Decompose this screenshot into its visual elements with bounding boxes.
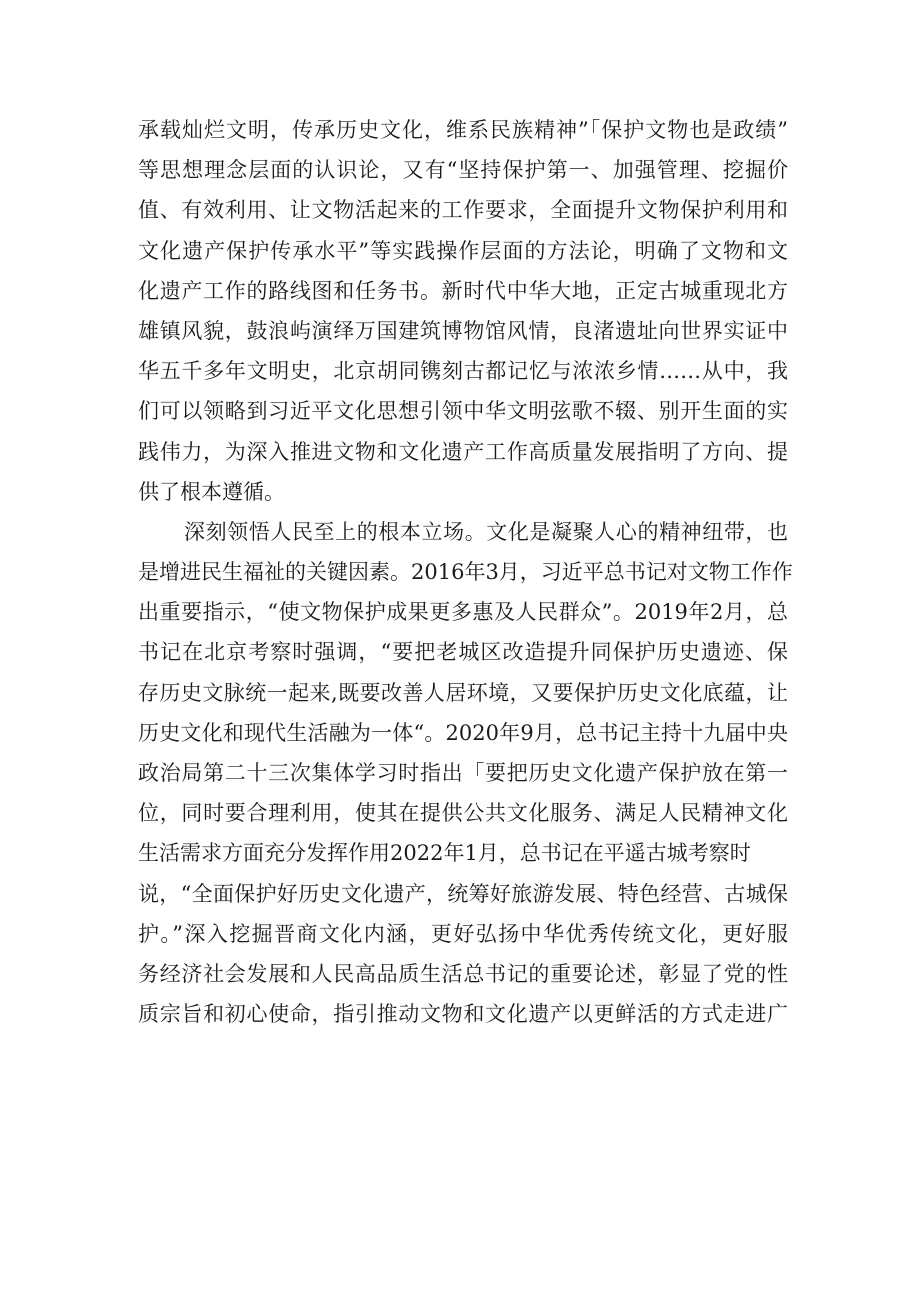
body-text [138, 110, 793, 1034]
text-line: 生活需求方面充分发挥作用2022年1月，总书记在平遥古城考察时 [138, 841, 751, 866]
text-line: 政治局第二十三次集体学习时指出「要把历史文化遗产保护放在第一 [138, 761, 788, 785]
text-line: 存历史文脉统一起来,既要改善人居环境，又要保护历史文化底蕴，让 [138, 680, 788, 705]
text-line: 务经济社会发展和人民高品质生活总书记的重要论述，彰显了党的性 [138, 961, 788, 986]
text-line: 华五千多年文明史，北京胡同镌刻古都记忆与浓浓乡情……从中，我 [138, 359, 788, 384]
text-line: 历史文化和现代生活融为一体“。2020年9月，总书记主持十九届中央 [138, 720, 788, 745]
text-line: 出重要指示，“使文物保护成果更多惠及人民群众”。2019年2月，总 [138, 600, 788, 625]
text-line: 践伟力，为深入推进文物和文化遗产工作高质量发展指明了方向、提 [138, 439, 788, 464]
text-line: 雄镇风貌，鼓浪屿演绎万国建筑博物馆风情，良渚遗址向世界实证中 [138, 318, 788, 343]
text-line: 深刻领悟人民至上的根本立场。文化是凝聚人心的精神纽带，也 [184, 519, 788, 544]
paragraph-2 [138, 512, 793, 1034]
text-line: 值、有效利用、让文物活起来的工作要求，全面提升文物保护利用和 [138, 198, 788, 223]
text-line: 承载灿烂文明，传承历史文化，维系民族精神”「保护文物也是政绩” [138, 118, 788, 142]
text-line: 位，同时要合理利用，使其在提供公共文化服务、满足人民精神文化 [138, 801, 788, 826]
text-line: 是增进民生福祉的关键因素。2016年3月，习近平总书记对文物工作作 [138, 560, 793, 585]
text-line: 书记在北京考察时强调，“要把老城区改造提升同保护历史遗迹、保 [138, 640, 788, 665]
text-line: 供了根本遵循。 [138, 479, 285, 504]
text-line: 护。”深入挖掘晋商文化内涵，更好弘扬中华优秀传统文化，更好服 [138, 921, 788, 946]
text-line: 化遗产工作的路线图和任务书。新时代中华大地，正定古城重现北方 [138, 278, 788, 303]
text-line: 质宗旨和初心使命，指引推动文物和文化遗产以更鲜活的方式走进广 [138, 1002, 788, 1027]
text-line: 们可以领略到习近平文化思想引领中华文明弦歌不辍、别开生面的实 [138, 399, 788, 424]
paragraph-1 [138, 110, 788, 512]
text-line: 说，“全面保护好历史文化遗产，统筹好旅游发展、特色经营、古城保 [138, 881, 788, 906]
text-line: 文化遗产保护传承水平”等实践操作层面的方法论，明确了文物和文 [138, 238, 788, 263]
text-line: 等思想理念层面的认识论，又有“坚持保护第一、加强管理、挖掘价 [138, 158, 788, 183]
